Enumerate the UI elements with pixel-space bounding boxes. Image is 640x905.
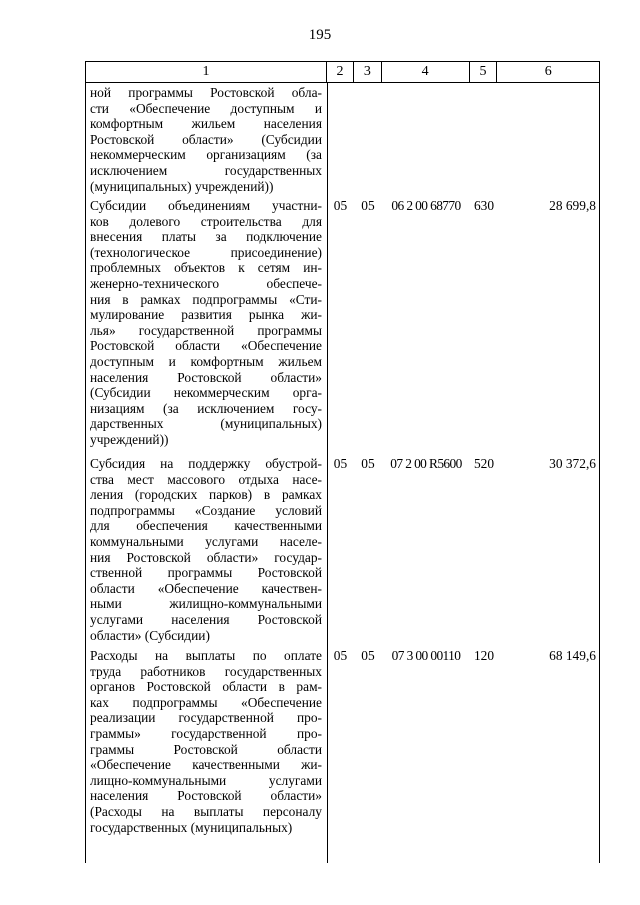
description-line: сти «Обеспечение доступным и bbox=[90, 100, 322, 116]
description-line: населения Ростовской области» bbox=[90, 369, 322, 385]
description-line: (муниципальных) учреждений)) bbox=[90, 178, 274, 194]
amount: 30 372,6 bbox=[549, 456, 596, 471]
description-line: граммы» государственной про- bbox=[90, 725, 322, 741]
description-line: низациям (за исключением госу- bbox=[90, 400, 322, 416]
description-line: ления (городских парков) в рамках bbox=[90, 487, 322, 503]
description-line: (Субсидии некоммерческим орга- bbox=[90, 385, 322, 401]
description-line: доступным и комфортным жильем bbox=[90, 353, 322, 369]
description-line: внесения платы за подключение bbox=[90, 229, 322, 245]
section-code: 05 bbox=[333, 198, 348, 213]
description-line: труда работников государственных bbox=[90, 663, 322, 679]
description-line: «Обеспечение качественными жи- bbox=[90, 757, 322, 773]
description-line: граммы Ростовской области bbox=[90, 741, 322, 757]
expense-type-code: 120 bbox=[473, 648, 495, 663]
subsection-code: 05 bbox=[361, 198, 375, 213]
description-line: (Расходы на выплаты персоналу bbox=[90, 803, 322, 819]
row-description bbox=[90, 456, 322, 643]
header-col-1: 1 bbox=[86, 62, 327, 82]
description-line: лищно-коммунальными услугами bbox=[90, 772, 322, 788]
description-line: ков долевого строительства для bbox=[90, 213, 322, 229]
description-line: органов Ростовской области в рам- bbox=[90, 679, 322, 695]
section-code: 05 bbox=[333, 648, 348, 663]
description-line: проблемных объектов к сетям ин- bbox=[90, 260, 322, 276]
description-line: ственной программы Ростовской bbox=[90, 565, 322, 581]
description-line: мулирование развития рынка жи- bbox=[90, 307, 322, 323]
table-right-border bbox=[599, 83, 600, 863]
description-line: Расходы на выплаты по оплате bbox=[90, 648, 322, 663]
subsection-code: 05 bbox=[361, 648, 375, 663]
description-line: комфортным жильем населения bbox=[90, 116, 322, 132]
description-line: Субсидии объединениям участни- bbox=[90, 198, 322, 213]
section-code: 05 bbox=[333, 456, 348, 471]
row-description bbox=[90, 648, 322, 835]
amount: 68 149,6 bbox=[549, 648, 596, 663]
amount: 28 699,8 bbox=[549, 198, 596, 213]
description-line: Ростовской области «Обеспечение bbox=[90, 338, 322, 354]
description-line: государственных (муниципальных) bbox=[90, 819, 293, 835]
description-line: ной программы Ростовской обла- bbox=[90, 85, 322, 100]
expense-type-code: 630 bbox=[473, 198, 495, 213]
table-header bbox=[85, 61, 600, 83]
target-article-code: 07 3 00 00110 bbox=[391, 648, 461, 663]
description-line: коммунальными услугами населе- bbox=[90, 533, 322, 549]
target-article-code: 07 2 00 R5600 bbox=[390, 456, 462, 471]
row-description bbox=[90, 198, 322, 448]
description-line: учреждений)) bbox=[90, 431, 169, 447]
description-line: ства мест массового отдыха насе- bbox=[90, 471, 322, 487]
target-article-code: 06 2 00 68770 bbox=[391, 198, 461, 213]
description-line: реализации государственной про- bbox=[90, 710, 322, 726]
description-line: подпрограммы «Создание условий bbox=[90, 502, 322, 518]
description-line: населения Ростовской области» bbox=[90, 788, 322, 804]
description-line: услугами населения Ростовской bbox=[90, 611, 322, 627]
description-line: дарственных (муниципальных) bbox=[90, 416, 322, 432]
description-line: Субсидия на поддержку обустрой- bbox=[90, 456, 322, 471]
description-line: для обеспечения качественными bbox=[90, 518, 322, 534]
description-line: некоммерческим организациям (за bbox=[90, 147, 322, 163]
header-col-3: 3 bbox=[354, 62, 382, 82]
subsection-code: 05 bbox=[361, 456, 375, 471]
description-line: (технологическое присоединение) bbox=[90, 244, 322, 260]
description-line: ными жилищно-коммунальными bbox=[90, 596, 322, 612]
description-line: области» (Субсидии) bbox=[90, 627, 210, 643]
header-col-2: 2 bbox=[327, 62, 354, 82]
header-col-6: 6 bbox=[544, 64, 552, 79]
header-col-5: 5 bbox=[470, 62, 498, 82]
header-col-4: 4 bbox=[382, 62, 470, 82]
description-line: ния Ростовской области» государ- bbox=[90, 549, 322, 565]
description-line: исключением государственных bbox=[90, 162, 322, 178]
description-line: области «Обеспечение качествен- bbox=[90, 580, 322, 596]
table-left-border bbox=[85, 83, 86, 863]
description-line: лья» государственной программы bbox=[90, 322, 322, 338]
row-description bbox=[90, 85, 322, 194]
expense-type-code: 520 bbox=[473, 456, 495, 471]
description-line: женерно-технического обеспече- bbox=[90, 275, 322, 291]
description-line: ния в рамках подпрограммы «Сти- bbox=[90, 291, 322, 307]
description-line: ках подпрограммы «Обеспечение bbox=[90, 694, 322, 710]
page-number: 195 bbox=[308, 27, 332, 43]
description-line: Ростовской области» (Субсидии bbox=[90, 131, 322, 147]
